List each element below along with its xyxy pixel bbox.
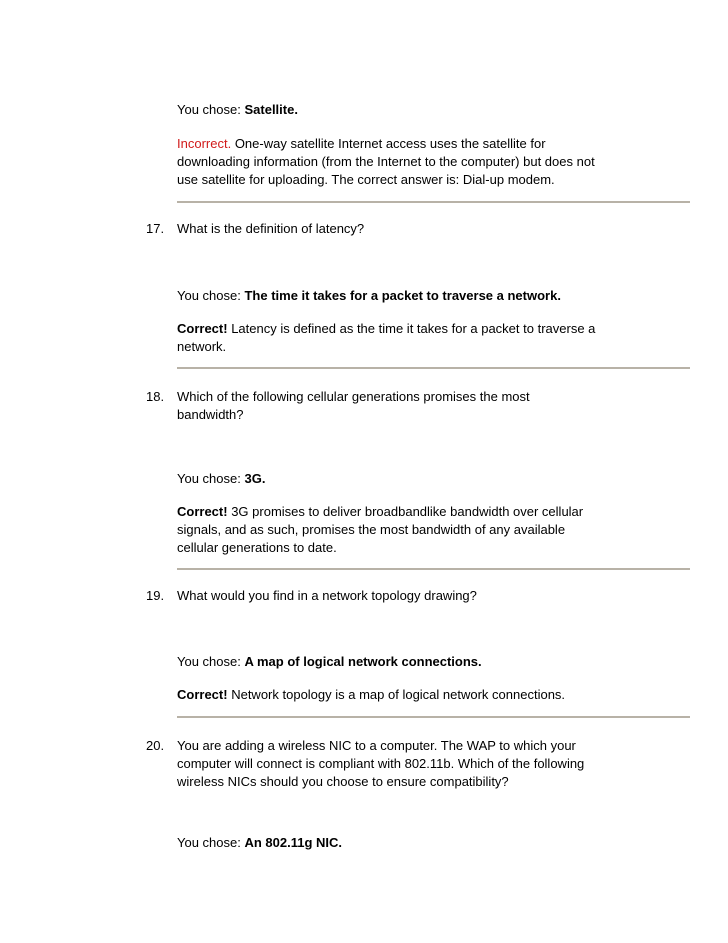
chosen-answer: Satellite.: [244, 102, 298, 117]
divider: [177, 716, 690, 718]
feedback-text: Latency is defined as the time it takes for a packet to traverse a: [231, 321, 596, 336]
verdict-correct: Correct!: [177, 687, 228, 702]
chose-label: You chose:: [177, 288, 241, 303]
question-number: 17.: [146, 221, 165, 236]
question-number: 19.: [146, 588, 165, 603]
q18-feedback-line-1: [177, 503, 697, 521]
q16-feedback-line-3: use satellite for uploading. The correct answer is: Dial-up modem.: [177, 172, 555, 187]
divider: [177, 367, 690, 369]
question-text: What is the definition of latency?: [177, 221, 365, 236]
feedback-text: 3G promises to deliver broadbandlike bandwidth over cellular: [231, 504, 584, 519]
question-number: 20.: [146, 738, 165, 753]
q18-feedback-line-2: signals, and as such, promises the most bandwidth of any available: [177, 522, 566, 537]
chosen-answer: A map of logical network connections.: [244, 654, 482, 669]
q16-feedback-line-2: downloading information (from the Internet to the computer) but does not: [177, 154, 595, 169]
chose-label: You chose:: [177, 835, 241, 850]
question-text-line-1: You are adding a wireless NIC to a computer. The WAP to which your: [177, 738, 576, 753]
q18-feedback-line-3: cellular generations to date.: [177, 540, 337, 555]
question-text: What would you find in a network topology drawing?: [177, 588, 477, 603]
q18-answer: [177, 470, 697, 488]
chosen-answer: 3G.: [244, 471, 266, 486]
question-text-line-1: Which of the following cellular generations promises the most: [177, 389, 530, 404]
q16-answer: [177, 101, 697, 119]
chose-label: You chose:: [177, 654, 241, 669]
verdict-correct: Correct!: [177, 504, 228, 519]
q17-answer: [177, 287, 697, 305]
question-number: 18.: [146, 389, 165, 404]
q20-answer: [177, 834, 697, 852]
question-text-line-3: wireless NICs should you choose to ensure compatibility?: [177, 774, 509, 789]
verdict-incorrect: Incorrect.: [177, 136, 232, 151]
chosen-answer: An 802.11g NIC.: [244, 835, 343, 850]
q17-feedback-line-2: network.: [177, 339, 227, 354]
chosen-answer: The time it takes for a packet to traverse a network.: [244, 288, 561, 303]
verdict-correct: Correct!: [177, 321, 228, 336]
feedback-text: Network topology is a map of logical network connections.: [231, 687, 566, 702]
q16-feedback-line-1: [177, 135, 697, 153]
chose-label: You chose:: [177, 102, 241, 117]
question-text-line-2: bandwidth?: [177, 407, 244, 422]
feedback-text: One-way satellite Internet access uses the satellite for: [234, 136, 546, 151]
divider: [177, 201, 690, 203]
q19-answer: [177, 653, 697, 671]
question-text-line-2: computer will connect is compliant with 802.11b. Which of the following: [177, 756, 585, 771]
q19-feedback-line-1: [177, 686, 697, 704]
divider: [177, 568, 690, 570]
q17-feedback-line-1: [177, 320, 697, 338]
chose-label: You chose:: [177, 471, 241, 486]
